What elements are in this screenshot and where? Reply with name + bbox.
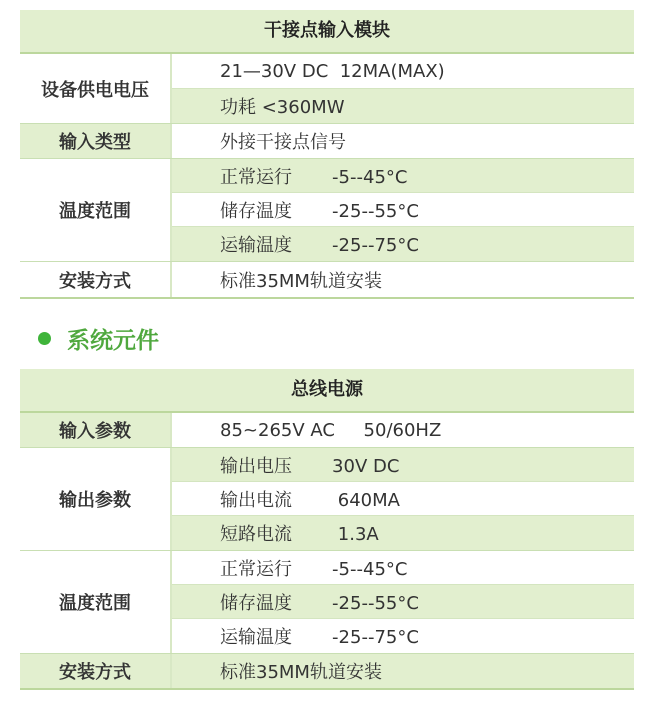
table-title: 总线电源 [20,369,634,413]
table-row [20,262,634,299]
row-label: 安装方式 [20,654,170,688]
module-spec-table [20,10,634,299]
table-row [20,124,634,159]
row-label: 安装方式 [59,270,131,292]
row-value: 输出电压 30V DC [172,448,634,482]
power-supply-spec-table [20,369,634,690]
row-value: 外接干接点信号 [220,132,346,153]
row-value: 运输温度 -25--75°C [172,227,634,261]
bullet-dot-icon [38,332,51,345]
row-value: 储存温度 -25--55°C [172,193,634,227]
row-value: 85~265V AC 50/60HZ [220,419,442,441]
row-value: 运输温度 -25--75°C [220,627,419,648]
row-value: 21—30V DC 12MA(MAX) [172,54,634,89]
row-value: 标准35MM轨道安装 [172,654,634,688]
row-label: 设备供电电压 [41,79,149,101]
table-row [20,413,634,448]
row-value: 短路电流 1.3A [172,516,634,550]
table-row [20,654,634,690]
row-label: 输入类型 [20,124,170,158]
table-row [20,54,634,124]
table-row [20,159,634,262]
row-label: 输入参数 [20,413,170,447]
row-label: 输出参数 [59,490,131,511]
row-value: 储存温度 -25--55°C [172,585,634,619]
row-value: 功耗 <360MW [172,89,634,123]
table-row [20,551,634,654]
row-value: 标准35MM轨道安装 [220,270,382,292]
table-row [20,448,634,551]
row-label: 温度范围 [59,201,131,222]
section-heading [38,322,159,355]
row-value: 正常运行 -5--45°C [172,551,634,585]
section-heading-text: 系统元件 [67,328,159,354]
table-title: 干接点输入模块 [20,10,634,54]
row-label: 温度范围 [59,593,131,614]
row-value: 正常运行 -5--45°C [172,159,634,193]
row-value: 输出电流 640MA [172,482,634,516]
